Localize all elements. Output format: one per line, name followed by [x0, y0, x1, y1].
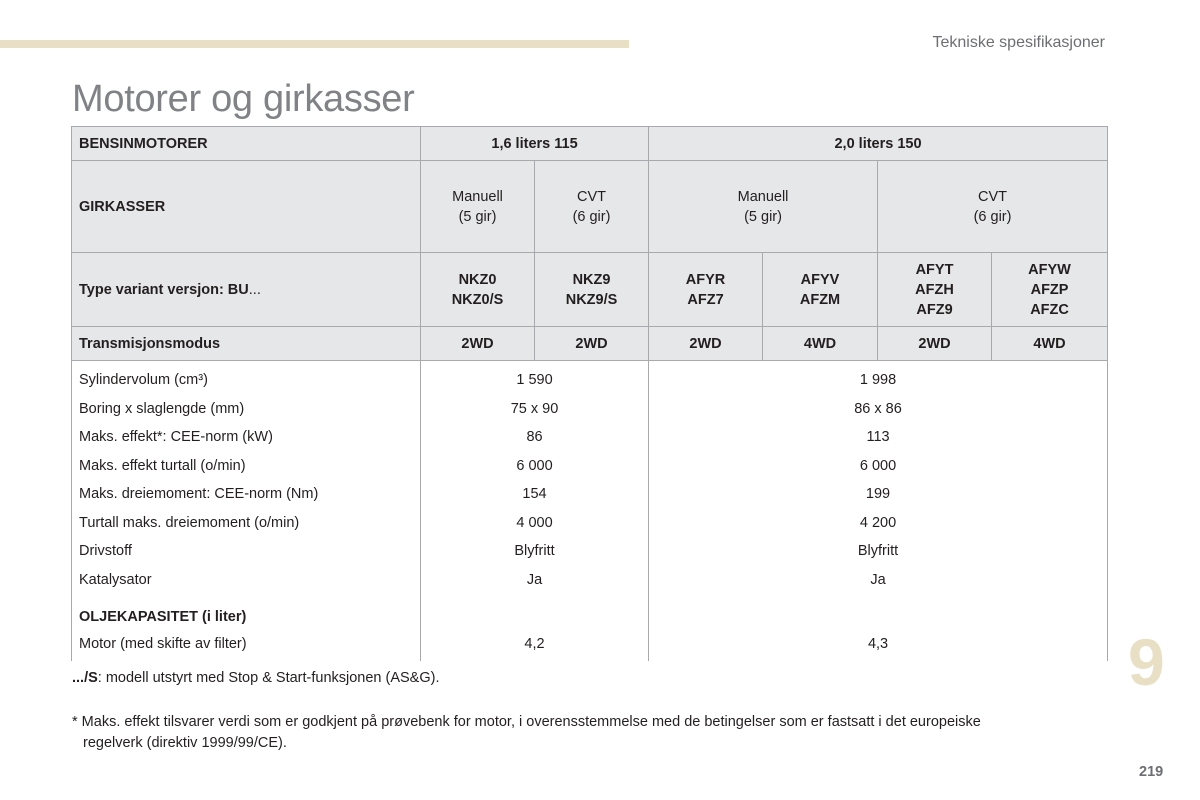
gearbox-row — [72, 161, 1108, 253]
gearbox-label: GIRKASSER — [72, 161, 421, 253]
transmission-row — [72, 327, 1108, 361]
engine-header-row — [72, 127, 1108, 161]
variant-label: Type variant versjon: BU... — [72, 253, 421, 327]
spec-label: Maks. dreiemoment: CEE-norm (Nm) — [72, 480, 421, 509]
spec-value-engine-a: 75 x 90 — [421, 395, 649, 424]
spec-row — [72, 452, 1108, 481]
stop-start-text: : modell utstyrt med Stop & Start-funksjonen (AS&G). — [97, 670, 440, 686]
page-number: 219 — [1139, 764, 1164, 780]
spec-row — [72, 480, 1108, 509]
spec-label: Katalysator — [72, 566, 421, 600]
variant-cell: NKZ0 NKZ0/S — [421, 253, 535, 327]
variant-cell: AFYW AFZP AFZC — [992, 253, 1108, 327]
chapter-number: 9 — [1128, 625, 1165, 699]
gearbox-cell: CVT (6 gir) — [878, 161, 1108, 253]
spec-label: Drivstoff — [72, 537, 421, 566]
variant-cell: AFYV AFZM — [763, 253, 878, 327]
spec-label: Sylindervolum (cm³) — [72, 361, 421, 395]
section-title: Tekniske spesifikasjoner — [932, 34, 1105, 51]
spec-row — [72, 566, 1108, 600]
power-footnote — [72, 712, 1072, 754]
variant-row — [72, 253, 1108, 327]
transmission-cell: 2WD — [535, 327, 649, 361]
oil-row — [72, 631, 1108, 661]
spec-value-engine-a: 86 — [421, 423, 649, 452]
spec-value-engine-a: Blyfritt — [421, 537, 649, 566]
spec-value-engine-b: 6 000 — [649, 452, 1108, 481]
variant-cell: NKZ9 NKZ9/S — [535, 253, 649, 327]
spec-label: Turtall maks. dreiemoment (o/min) — [72, 509, 421, 538]
spec-row — [72, 537, 1108, 566]
spec-row — [72, 423, 1108, 452]
page-title: Motorer og girkasser — [72, 78, 415, 120]
variant-cell: AFYR AFZ7 — [649, 253, 763, 327]
spec-value-engine-b: Blyfritt — [649, 537, 1108, 566]
gearbox-cell: Manuell (5 gir) — [649, 161, 878, 253]
transmission-cell: 2WD — [649, 327, 763, 361]
spec-value-engine-b: 1 998 — [649, 361, 1108, 395]
stop-start-key: .../S — [72, 670, 98, 686]
variant-cell: AFYT AFZH AFZ9 — [878, 253, 992, 327]
oil-value-engine-b: 4,3 — [649, 631, 1108, 661]
spec-value-engine-a: Ja — [421, 566, 649, 600]
oil-value-engine-a: 4,2 — [421, 631, 649, 661]
spec-value-engine-b: Ja — [649, 566, 1108, 600]
oil-capacity-header: OLJEKAPASITET (i liter) — [72, 599, 421, 631]
spec-label: Maks. effekt*: CEE-norm (kW) — [72, 423, 421, 452]
oil-label: Motor (med skifte av filter) — [72, 631, 421, 661]
spec-label: Boring x slaglengde (mm) — [72, 395, 421, 424]
spec-label: Maks. effekt turtall (o/min) — [72, 452, 421, 481]
spec-value-engine-a: 6 000 — [421, 452, 649, 481]
engine-a-header: 1,6 liters 115 — [421, 127, 649, 161]
footnote-line-1: * Maks. effekt tilsvarer verdi som er godkjent på prøvebenk for motor, i overensstemmelse med de betingelser som er fastsatt i det europeiske — [72, 714, 981, 730]
transmission-label: Transmisjonsmodus — [72, 327, 421, 361]
spec-row — [72, 361, 1108, 395]
transmission-cell: 2WD — [421, 327, 535, 361]
transmission-cell: 4WD — [763, 327, 878, 361]
stop-start-note — [72, 670, 440, 686]
header-accent-bar — [0, 40, 629, 48]
transmission-cell: 4WD — [992, 327, 1108, 361]
oil-header-row — [72, 599, 1108, 631]
spec-value-engine-a: 154 — [421, 480, 649, 509]
spec-row — [72, 509, 1108, 538]
gearbox-cell: Manuell (5 gir) — [421, 161, 535, 253]
spec-value-engine-a: 4 000 — [421, 509, 649, 538]
engine-b-header: 2,0 liters 150 — [649, 127, 1108, 161]
spec-value-engine-b: 4 200 — [649, 509, 1108, 538]
spec-value-engine-b: 86 x 86 — [649, 395, 1108, 424]
spec-row — [72, 395, 1108, 424]
spec-value-engine-b: 199 — [649, 480, 1108, 509]
engine-header-label: BENSINMOTORER — [72, 127, 421, 161]
gearbox-cell: CVT (6 gir) — [535, 161, 649, 253]
transmission-cell: 2WD — [878, 327, 992, 361]
spec-value-engine-a: 1 590 — [421, 361, 649, 395]
footnote-line-2: regelverk (direktiv 1999/99/CE). — [83, 735, 287, 751]
spec-value-engine-b: 113 — [649, 423, 1108, 452]
engine-spec-table — [71, 126, 1108, 661]
